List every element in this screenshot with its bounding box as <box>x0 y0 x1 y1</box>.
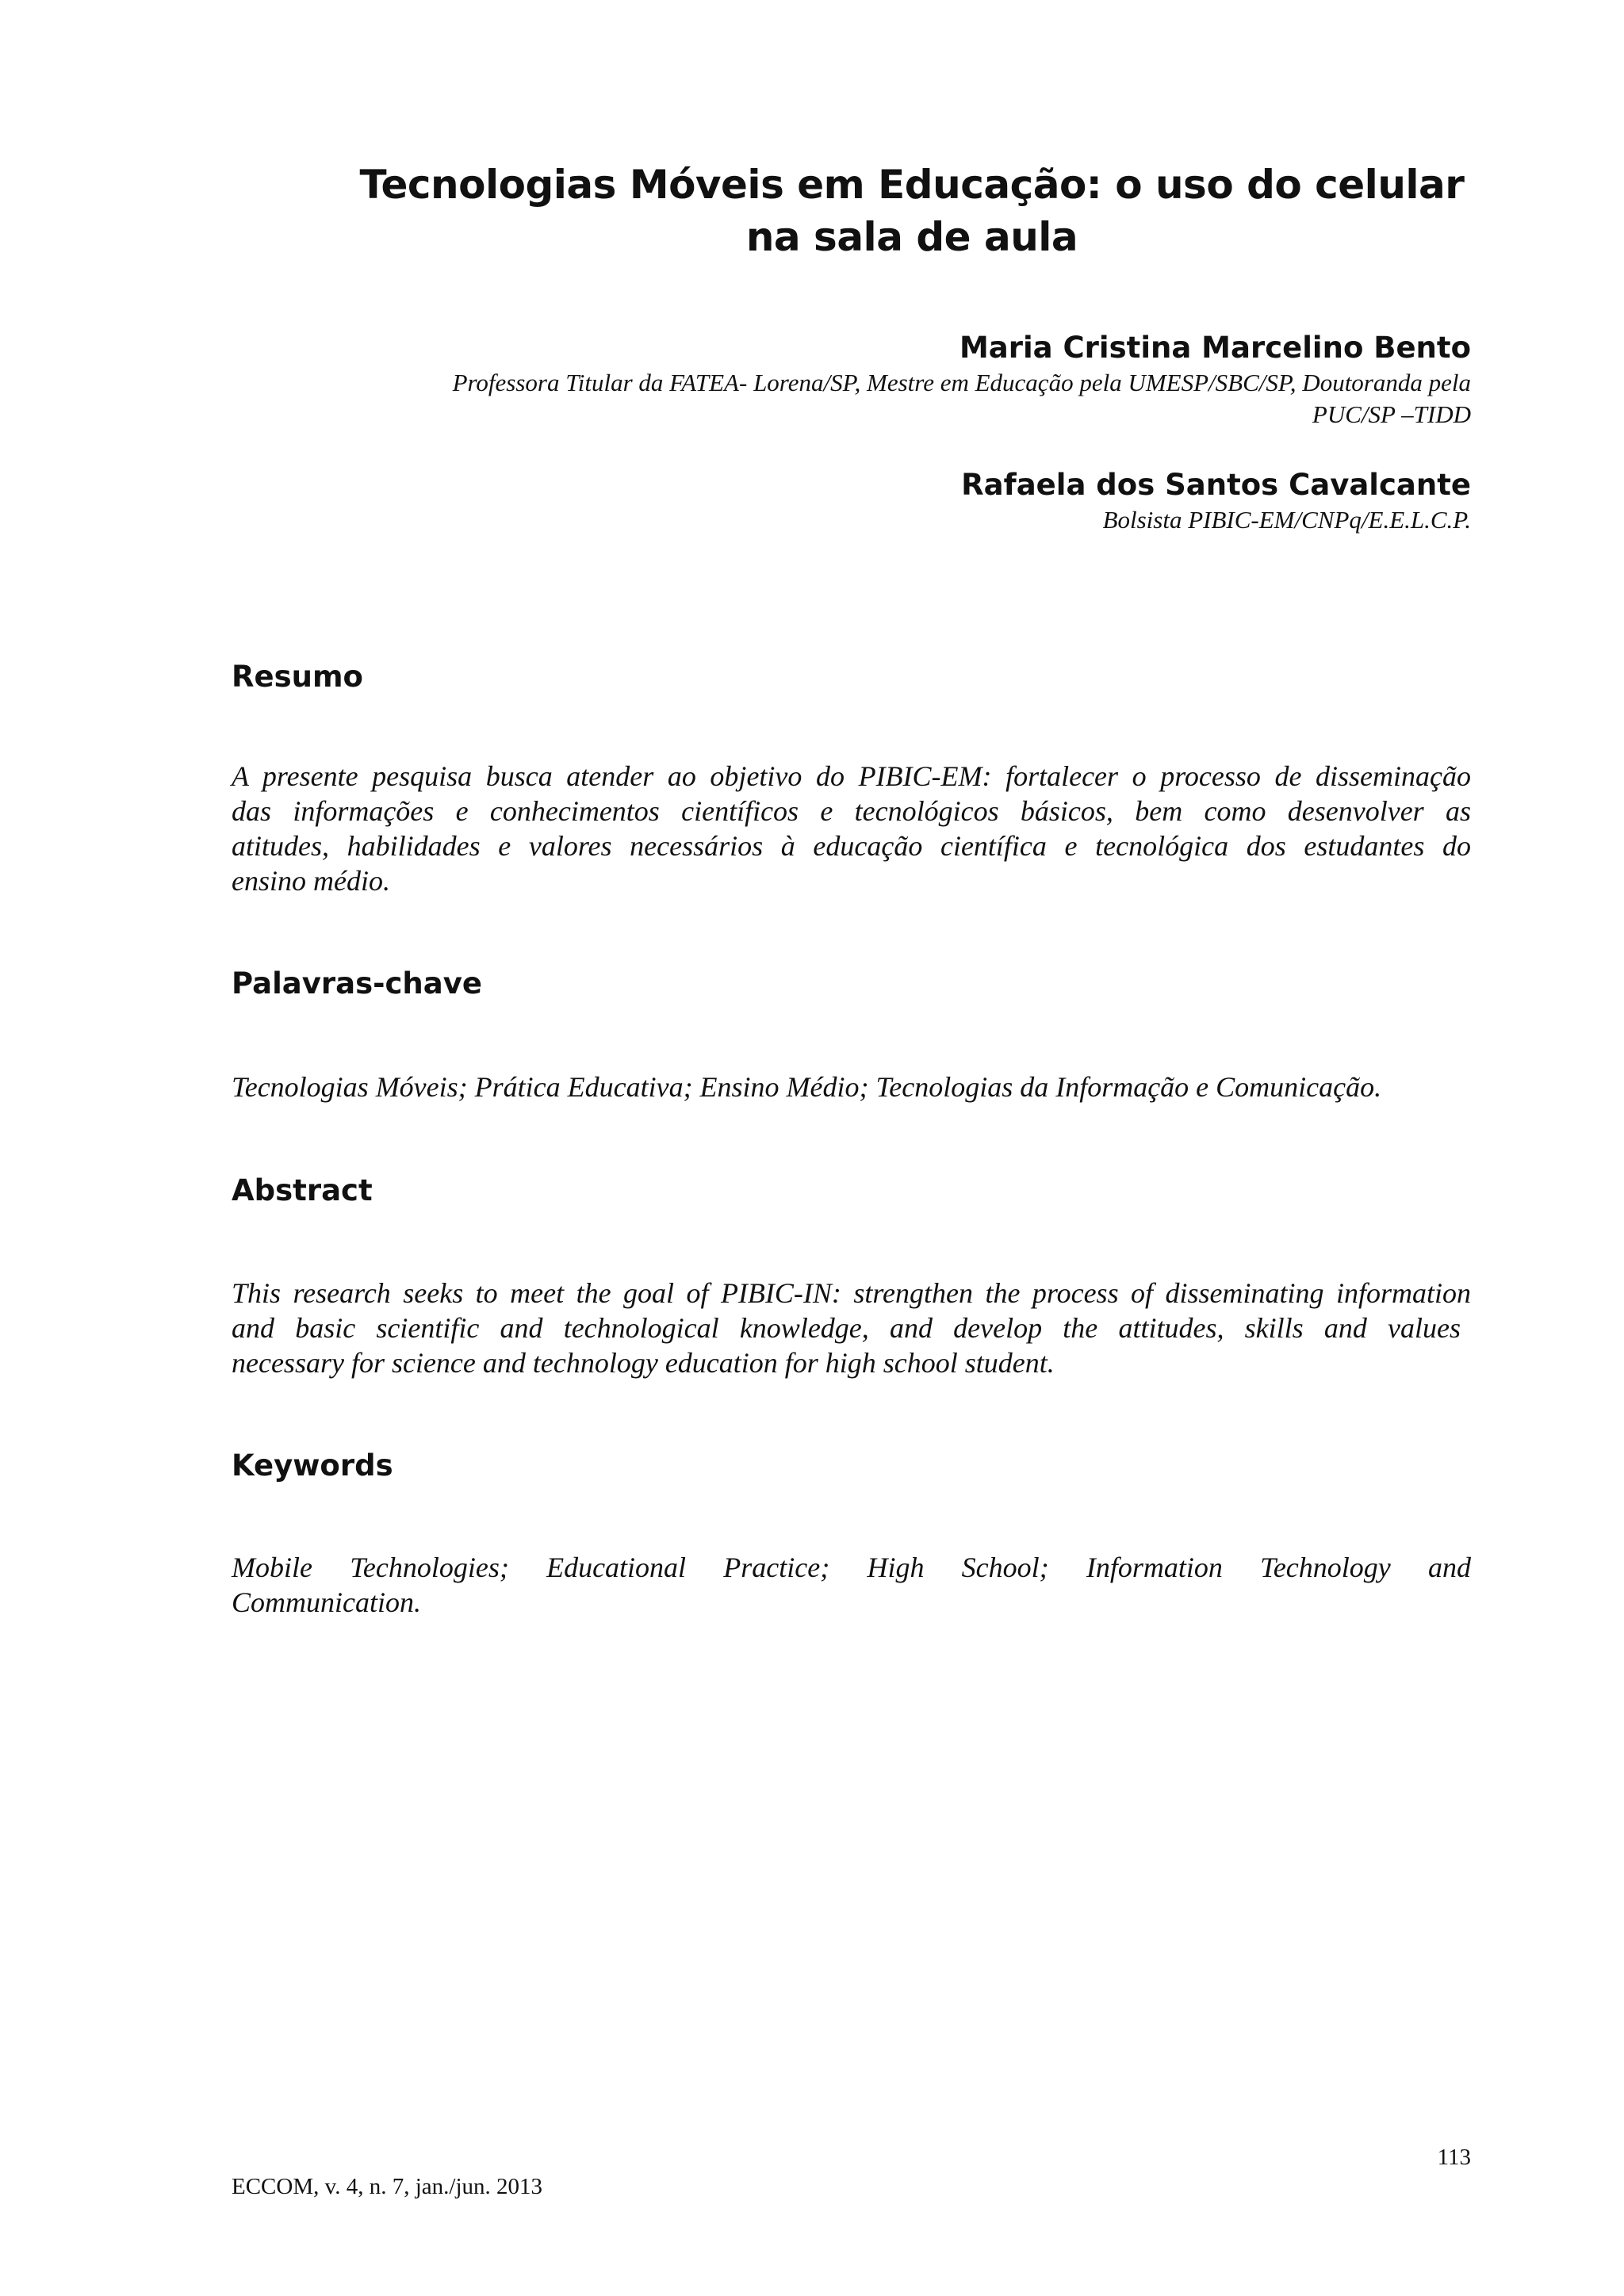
resumo-line-4: ensino médio. <box>232 865 390 897</box>
section-heading-palavras-chave: Palavras-chave <box>232 966 482 1001</box>
keywords-text <box>232 1550 1471 1620</box>
palavras-chave-text <box>232 1070 1471 1104</box>
abstract-line-2: and basic scientific and technological knowledge, and develop the attitudes, skills and values <box>232 1312 1461 1344</box>
paper-title <box>317 159 1507 263</box>
keywords-line-1: Mobile Technologies; Educational Practice; High School; Information Technology and <box>232 1552 1471 1583</box>
journal-citation: ECCOM, v. 4, n. 7, jan./jun. 2013 <box>232 2174 543 2199</box>
author-affiliation-2-line-1: Bolsista PIBIC-EM/CNPq/E.E.L.C.P. <box>1102 506 1471 534</box>
keywords-line-2: Communication. <box>232 1586 421 1618</box>
resumo-line-1: A presente pesquisa busca atender ao objetivo do PIBIC-EM: fortalecer o processo de disseminação <box>232 760 1471 792</box>
abstract-line-1: This research seeks to meet the goal of PIBIC-IN: strengthen the process of disseminating information <box>232 1277 1471 1309</box>
author-block-2 <box>202 466 1471 536</box>
paper-title-line-2: na sala de aula <box>745 214 1078 260</box>
author-affiliation-1-line-2: PUC/SP –TIDD <box>1312 400 1471 428</box>
section-heading-resumo: Resumo <box>232 660 363 694</box>
author-name-2: Rafaela dos Santos Cavalcante <box>961 468 1471 502</box>
author-block-1 <box>202 329 1471 430</box>
author-name-1: Maria Cristina Marcelino Bento <box>959 331 1471 365</box>
author-affiliation-1-line-1: Professora Titular da FATEA- Lorena/SP, Mestre em Educação pela UMESP/SBC/SP, Doutoranda pela <box>452 369 1471 396</box>
abstract-text <box>232 1276 1471 1380</box>
page-number: 113 <box>1437 2145 1471 2170</box>
resumo-text <box>232 759 1471 898</box>
resumo-line-2: das informações e conhecimentos científicos e tecnológicos básicos, bem como desenvolver as <box>232 795 1471 827</box>
paper-title-line-1: Tecnologias Móveis em Educação: o uso do celular <box>359 162 1465 208</box>
resumo-line-3: atitudes, habilidades e valores necessários à educação científica e tecnológica dos estudantes do <box>232 830 1471 862</box>
section-heading-abstract: Abstract <box>232 1173 373 1207</box>
palavras-chave-line-1: Tecnologias Móveis; Prática Educativa; Ensino Médio; Tecnologias da Informação e Comunicação. <box>232 1071 1382 1103</box>
abstract-line-3: necessary for science and technology education for high school student. <box>232 1347 1055 1379</box>
section-heading-keywords: Keywords <box>232 1448 393 1483</box>
